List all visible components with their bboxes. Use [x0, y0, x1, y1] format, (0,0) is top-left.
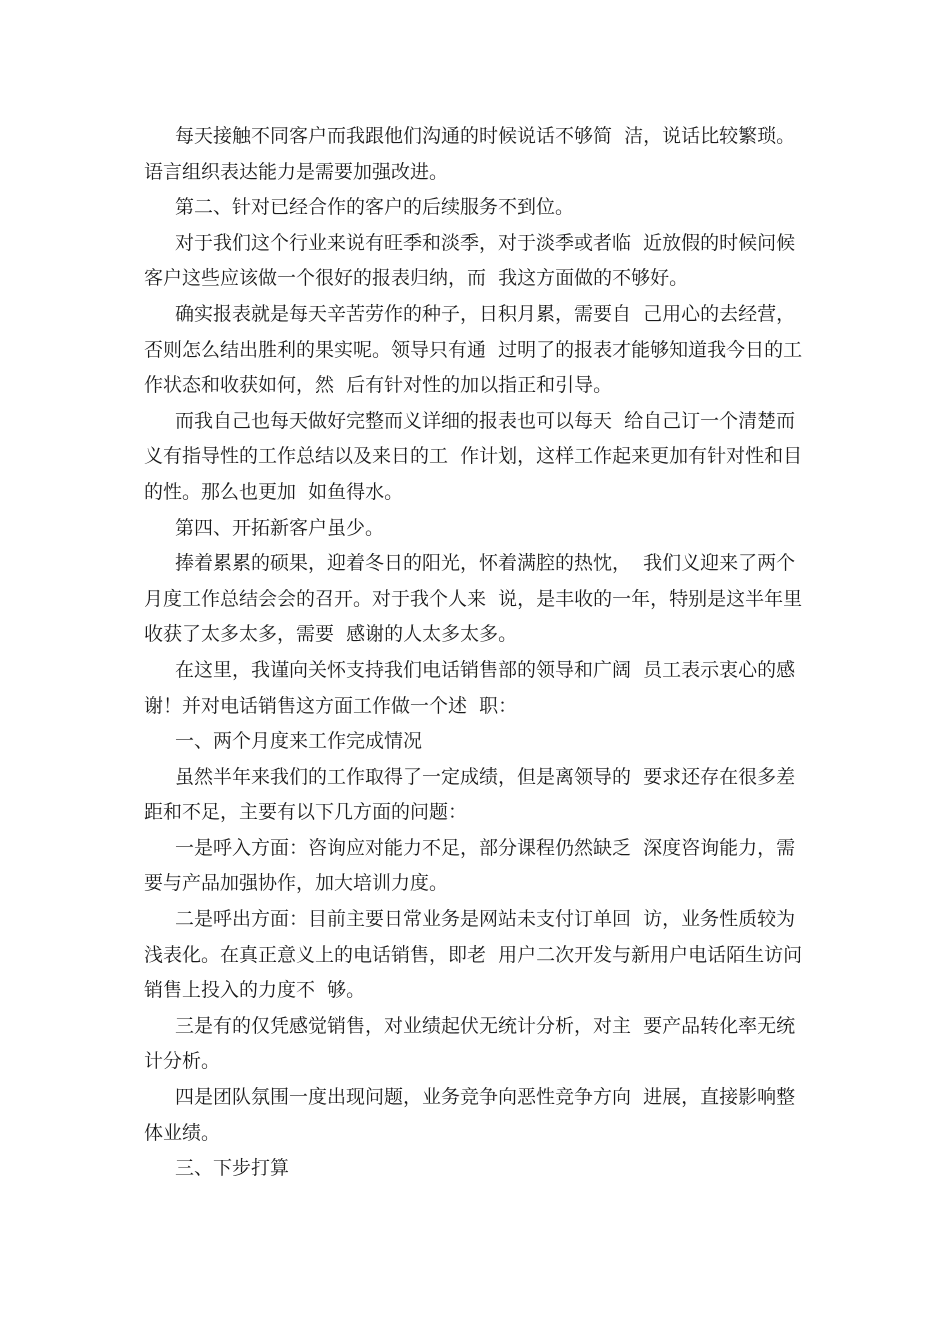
text-line: 浅表化。在真正意义上的电话销售，即老 用户二次开发与新用户电话陌生访问 [144, 943, 803, 966]
text-line: 而我自己也每天做好完整而义详细的报表也可以每天 给自己订一个清楚而 [175, 409, 796, 432]
text-line: 要与产品加强协作，加大培训力度。 [144, 872, 449, 895]
section-heading: 一、两个月度来工作完成情况 [175, 730, 423, 753]
document-body [144, 119, 814, 1187]
text-line: 捧着累累的硕果，迎着冬日的阳光，怀着满腔的热忱， 我们义迎来了两个 [175, 552, 796, 575]
text-line: 收获了太多太多，需要 感谢的人太多太多。 [144, 623, 518, 646]
text-line: 确实报表就是每天辛苦劳作的种子，日积月累，需要自 己用心的去经营， [175, 302, 796, 325]
text-line: 虽然半年来我们的工作取得了一定成绩，但是离领导的 要求还存在很多差 [175, 765, 796, 788]
text-line: 二是呼出方面：目前主要日常业务是网站未支付订单回 访，业务性质较为 [175, 908, 796, 931]
text-line: 否则怎么结出胜利的果实呢。领导只有通 过明了的报表才能够知道我今日的工 [144, 338, 803, 361]
text-line: 谢！并对电话销售这方面工作做一个述 职： [144, 694, 518, 717]
section-heading: 第二、针对已经合作的客户的后续服务不到位。 [175, 196, 575, 219]
section-heading: 三、下步打算 [175, 1157, 290, 1180]
text-line: 销售上投入的力度不 够。 [144, 979, 366, 1002]
text-line: 计分析。 [144, 1050, 221, 1073]
text-line: 每天接触不同客户而我跟他们沟通的时候说话不够简 洁，说话比较繁琐。 [175, 125, 796, 147]
text-line: 义有指导性的工作总结以及来日的工 作计划，这样工作起来更加有针对性和目 [144, 445, 803, 468]
text-line: 体业绩。 [144, 1121, 221, 1144]
text-line: 月度工作总结会会的召开。对于我个人来 说，是丰收的一年，特别是这半年里 [144, 587, 803, 610]
text-line: 距和不足，主要有以下几方面的问题： [144, 801, 468, 824]
text-line: 语言组织表达能力是需要加强改进。 [144, 160, 449, 183]
text-line: 三是有的仅凭感觉销售，对业绩起伏无统计分析，对主 要产品转化率无统 [175, 1014, 796, 1037]
section-heading: 第四、开拓新客户虽少。 [175, 516, 385, 539]
text-line: 客户这些应该做一个很好的报表归纳，而 我这方面做的不够好。 [144, 267, 689, 290]
text-line: 四是团队氛围一度出现问题，业务竞争向恶性竞争方向 进展，直接影响整 [175, 1086, 796, 1109]
text-line: 对于我们这个行业来说有旺季和淡季，对于淡季或者临 近放假的时候问候 [175, 231, 796, 254]
text-line: 一是呼入方面：咨询应对能力不足，部分课程仍然缺乏 深度咨询能力，需 [175, 836, 796, 859]
text-line: 作状态和收获如何，然 后有针对性的加以指正和引导。 [144, 374, 613, 397]
text-line: 的性。那么也更加 如鱼得水。 [144, 480, 404, 503]
text-line: 在这里，我谨向关怀支持我们电话销售部的领导和广阔 员工表示衷心的感 [175, 658, 796, 681]
